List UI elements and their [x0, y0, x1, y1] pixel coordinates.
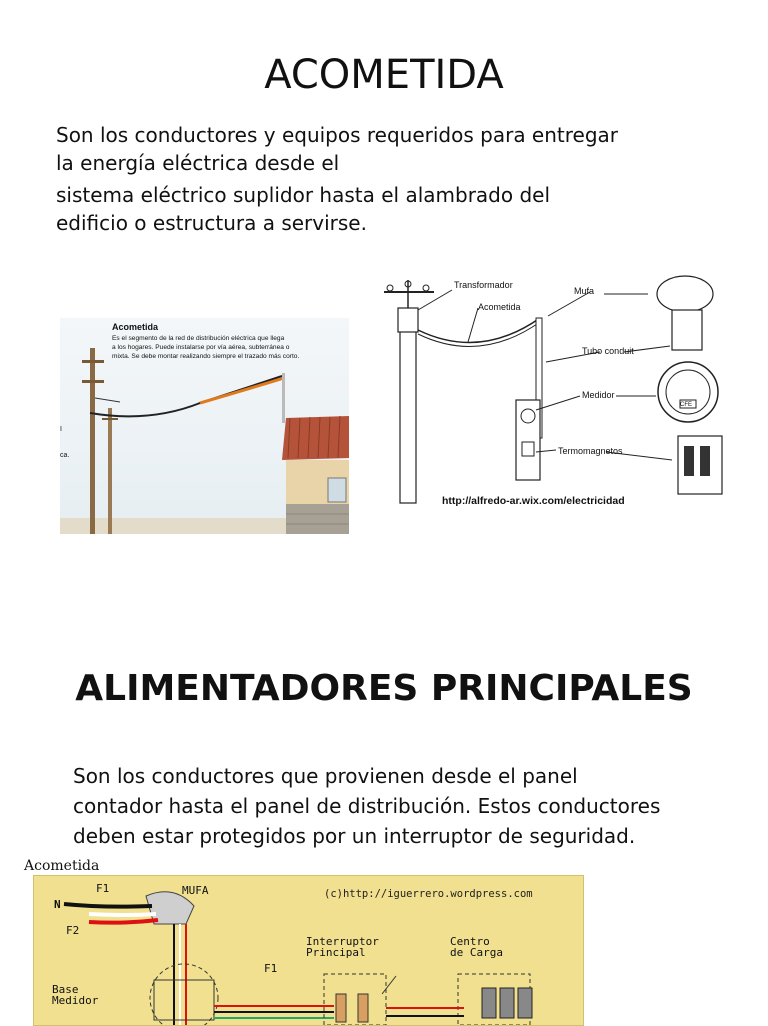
wire-label-f1-lower: F1	[264, 962, 278, 975]
label-mufa: Mufa	[574, 286, 595, 296]
alimentadores-line-3: deben estar protegidos por un interruptor de seguridad.	[73, 824, 636, 848]
bottom-figure-caption: Acometida	[24, 858, 100, 874]
base-medidor-label	[52, 984, 98, 1006]
definition-line-3: sistema eléctrico suplidor hasta el alambrado del	[56, 183, 551, 207]
label-medidor: Medidor	[582, 390, 615, 400]
alimentadores-line-2: contador hasta el panel de distribución. Estos conductores	[73, 794, 661, 818]
illustration-text-line-3: mixta. Se debe montar realizando siempre el trazado más corto.	[112, 353, 300, 360]
alimentadores-definition	[73, 761, 660, 851]
definition-line-4: edificio o estructura a servirse.	[56, 211, 367, 235]
centro-label-line-1: Centro	[450, 935, 490, 948]
label-cfe: CFE	[680, 402, 692, 408]
illustration-text-line-2: a los hogares. Puede instalarse por vía aérea, subterránea o	[112, 344, 290, 351]
definition-line-1: Son los conductores y equipos requeridos para entregar	[56, 123, 619, 147]
acometida-house-illustration	[60, 318, 349, 534]
interruptor-label-line-1: Interruptor	[306, 935, 379, 948]
label-tubo-conduit: Tubo conduit	[582, 346, 634, 356]
centro-de-carga-label	[450, 936, 503, 958]
slide-title-alimentadores: ALIMENTADORES PRINCIPALES	[75, 668, 693, 709]
base-label-line-1: Base	[52, 983, 79, 996]
centro-label-line-2: de Carga	[450, 946, 503, 959]
diagram-source-url: http://alfredo-ar.wix.com/electricidad	[442, 495, 625, 507]
illustration-text-line-1: Es el segmento de la red de distribución eléctrica que llega	[112, 335, 285, 342]
label-transformador: Transformador	[454, 280, 513, 290]
wire-label-n: N	[54, 898, 61, 911]
slide-title-acometida: ACOMETIDA	[264, 52, 504, 98]
wiring-diagram	[33, 875, 584, 1026]
mufa-label: MUFA	[182, 884, 209, 897]
service-entrance-drawing	[380, 270, 730, 515]
diagram-credit: (c)http://iguerrero.wordpress.com	[324, 888, 533, 900]
label-termomagnetos: Termomagnetos	[558, 446, 623, 456]
service-entrance-diagram	[380, 270, 730, 515]
definition-line-2: la energía eléctrica desde el	[56, 151, 340, 175]
alimentadores-line-1: Son los conductores que provienen desde el panel	[73, 764, 578, 788]
side-mark-1: I	[60, 426, 62, 433]
base-label-line-2: Medidor	[52, 994, 99, 1007]
interruptor-principal-label	[306, 936, 379, 958]
interruptor-label-line-2: Principal	[306, 946, 366, 959]
illustration-text	[112, 334, 299, 361]
label-acometida: Acometida	[478, 302, 521, 312]
wire-label-f2: F2	[66, 924, 80, 937]
wire-label-f1: F1	[96, 882, 110, 895]
acometida-definition	[56, 121, 618, 237]
illustration-heading: Acometida	[112, 322, 159, 332]
side-mark-2: ca.	[60, 452, 70, 459]
